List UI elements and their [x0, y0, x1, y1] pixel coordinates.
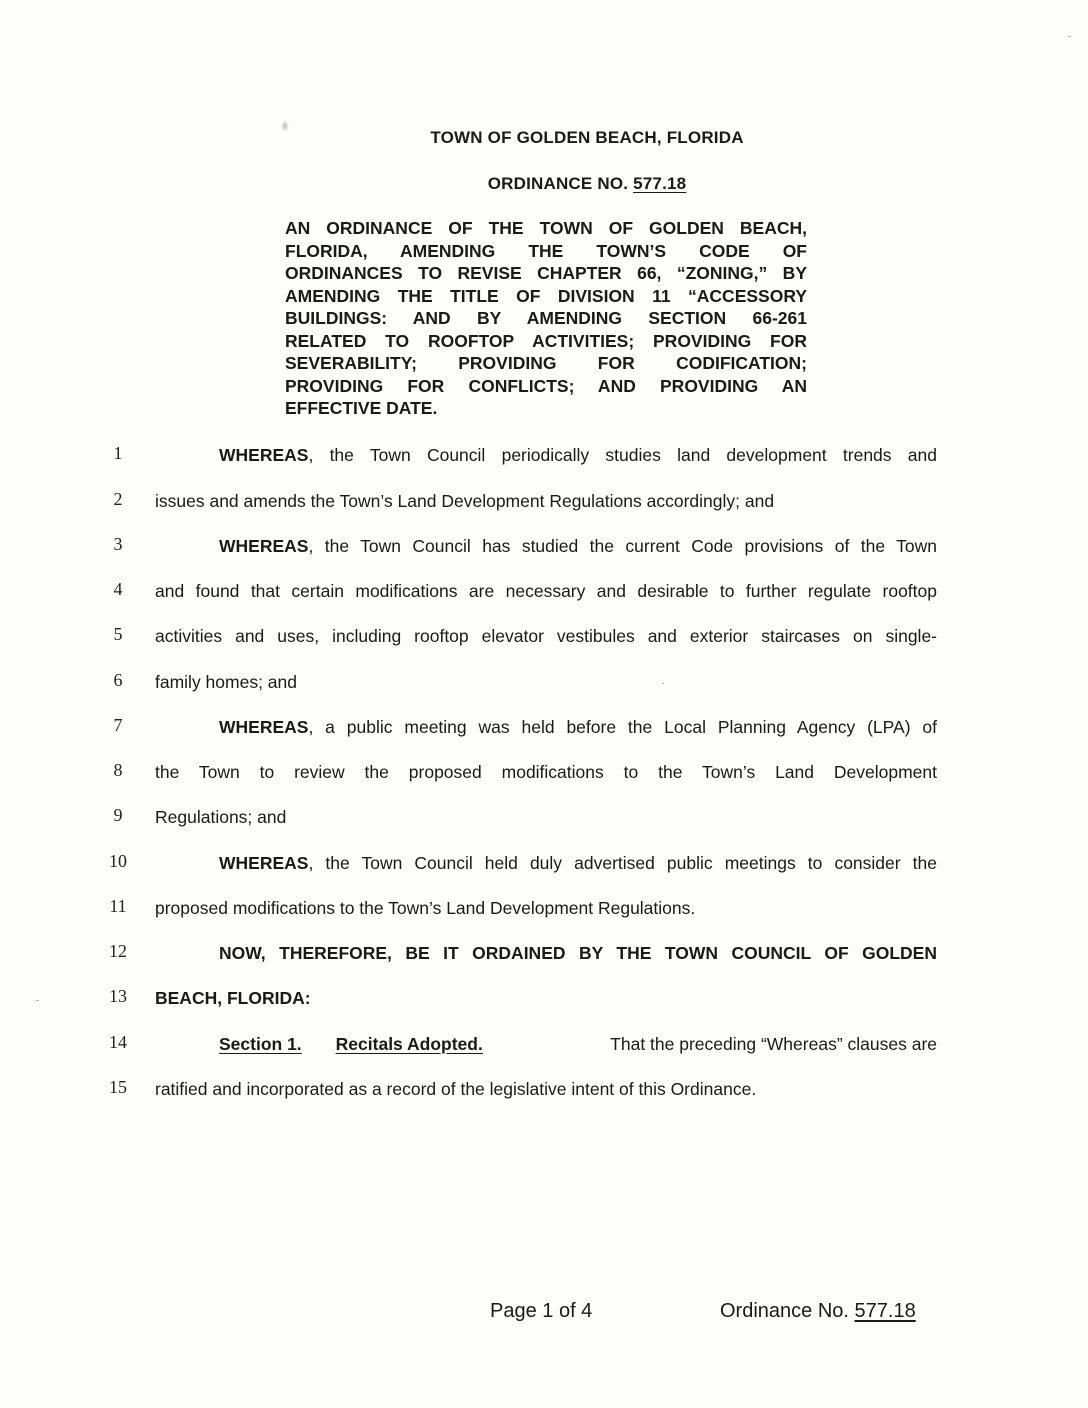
line-number: 8: [113, 760, 123, 780]
line-number: 13: [109, 986, 127, 1006]
page-indicator: Page 1 of 4: [490, 1300, 593, 1322]
body-line: issues and amends the Town’s Land Development Regulations accordingly; and: [155, 491, 775, 511]
section-number: Section 1.: [219, 1034, 302, 1054]
title-line: AMENDING THE TITLE OF DIVISION 11 “ACCESSORY: [285, 285, 807, 306]
whereas-keyword: WHEREAS: [219, 717, 309, 737]
title-line: EFFECTIVE DATE.: [285, 398, 438, 418]
body-line: proposed modifications to the Town’s Land Development Regulations.: [155, 898, 696, 918]
title-line: PROVIDING FOR CONFLICTS; AND PROVIDING AN: [285, 375, 807, 396]
line-number: 3: [113, 534, 123, 554]
title-line: AN ORDINANCE OF THE TOWN OF GOLDEN BEACH,: [285, 218, 807, 238]
title-line: SEVERABILITY; PROVIDING FOR CODIFICATION;: [285, 353, 807, 373]
line-number: 9: [113, 805, 123, 825]
body-line: WHEREAS, the Town Council has studied the current Code provisions of the Town: [219, 536, 937, 556]
ordinance-number: 577.18: [633, 174, 687, 193]
body-line: WHEREAS, the Town Council periodically studies land development trends and: [219, 445, 937, 465]
line-number: 5: [113, 624, 123, 644]
line-number: 7: [113, 715, 123, 735]
line-number: 12: [109, 941, 127, 961]
body-line: WHEREAS, a public meeting was held before the Local Planning Agency (LPA) of: [219, 717, 937, 737]
body-line: Regulations; and: [155, 807, 287, 827]
line-number: 2: [113, 489, 123, 509]
section-heading: Recitals Adopted.: [335, 1034, 483, 1054]
line-number: 1: [113, 443, 123, 463]
footer-ordinance: Ordinance No. 577.18: [720, 1300, 916, 1322]
whereas-keyword: WHEREAS: [219, 445, 309, 465]
whereas-keyword: WHEREAS: [219, 853, 309, 873]
body-line: and found that certain modifications are necessary and desirable to further regulate rooftop: [155, 581, 937, 601]
enacting-clause: NOW, THEREFORE, BE IT ORDAINED BY THE TOWN COUNCIL OF GOLDEN: [219, 943, 937, 963]
line-number: 6: [113, 670, 123, 690]
footer-ordinance-number: 577.18: [854, 1300, 916, 1322]
body-line: the Town to review the proposed modifications to the Town’s Land Development: [155, 762, 937, 782]
ordinance-heading: ORDINANCE NO. 577.18: [487, 174, 687, 193]
body-line: family homes; and: [155, 672, 298, 692]
title-line: ORDINANCES TO REVISE CHAPTER 66, “ZONING,” BY: [285, 263, 807, 283]
town-heading: TOWN OF GOLDEN BEACH, FLORIDA: [430, 128, 744, 147]
body-line: activities and uses, including rooftop elevator vestibules and exterior staircases on single-: [155, 626, 937, 646]
whereas-keyword: WHEREAS: [219, 536, 309, 556]
section-1-line: Section 1. Recitals Adopted. That the preceding “Whereas” clauses are: [219, 1034, 937, 1054]
enacting-clause: BEACH, FLORIDA:: [155, 988, 311, 1008]
body-line: WHEREAS, the Town Council held duly advertised public meetings to consider the: [219, 853, 937, 873]
scan-speck: [36, 1000, 39, 1001]
title-line: FLORIDA, AMENDING THE TOWN’S CODE OF: [285, 240, 807, 261]
line-number: 11: [109, 896, 127, 916]
line-number: 10: [109, 851, 127, 871]
line-number: 15: [109, 1077, 127, 1097]
title-line: RELATED TO ROOFTOP ACTIVITIES; PROVIDING FOR: [285, 330, 807, 351]
ordinance-title: [285, 217, 807, 420]
line-number: 4: [113, 579, 123, 599]
title-line: BUILDINGS: AND BY AMENDING SECTION 66-261: [285, 308, 807, 328]
scan-speck: [1068, 36, 1071, 37]
line-number: 14: [109, 1032, 127, 1052]
body-line: ratified and incorporated as a record of the legislative intent of this Ordinance.: [155, 1079, 757, 1099]
